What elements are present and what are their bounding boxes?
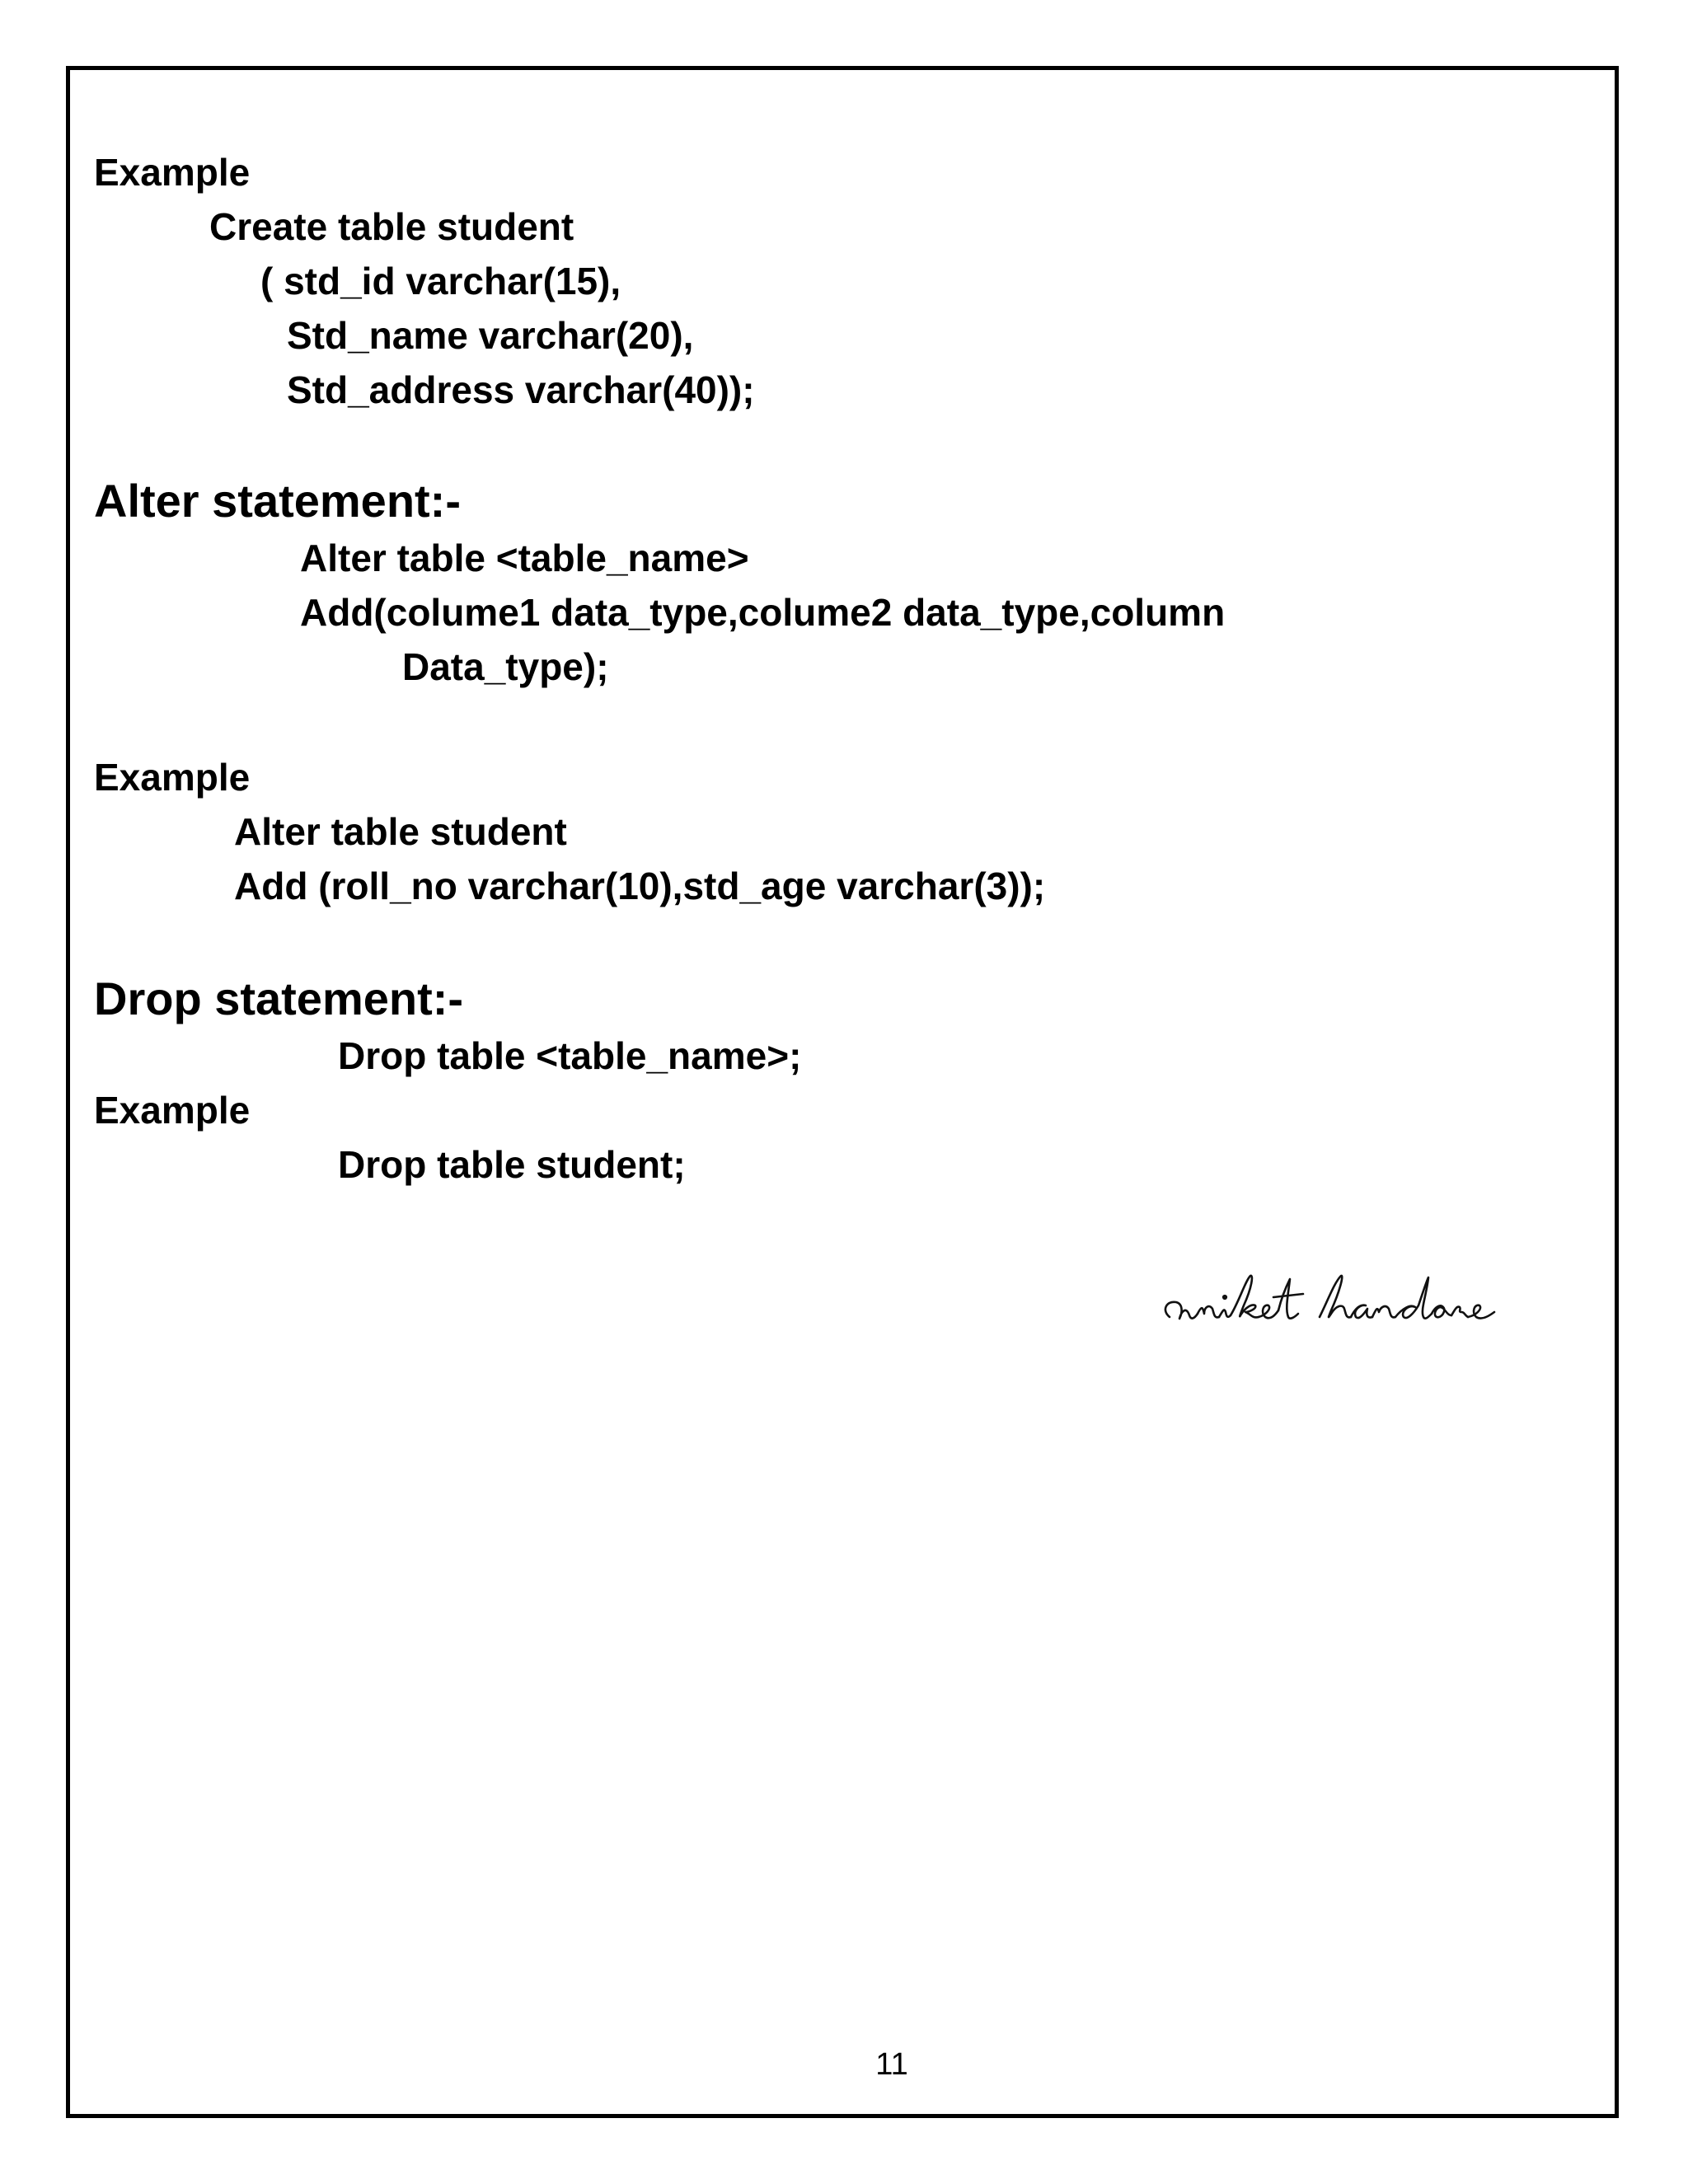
code-line: ( std_id varchar(15),: [260, 260, 621, 302]
code-line: Create table student: [209, 205, 574, 248]
example-label: Example: [94, 1089, 251, 1132]
code-line: Std_name varchar(20),: [287, 314, 694, 357]
drop-statement-heading: Drop statement:-: [94, 972, 464, 1024]
syntax-line: Add(colume1 data_type,colume2 data_type,column: [300, 591, 1226, 634]
page-number: 11: [875, 2047, 908, 2082]
syntax-line: Drop table <table_name>;: [338, 1034, 802, 1077]
code-line: Add (roll_no varchar(10),std_age varchar(3));: [234, 865, 1046, 907]
alter-statement-heading: Alter statement:-: [94, 475, 461, 527]
example-label: Example: [94, 756, 251, 799]
syntax-line: Alter table <table_name>: [300, 537, 749, 579]
example-label: Example: [94, 151, 251, 194]
signature-image: [1158, 1269, 1504, 1343]
code-line: Drop table student;: [338, 1143, 686, 1186]
code-line: Alter table student: [234, 810, 567, 853]
syntax-line: Data_type);: [402, 645, 609, 688]
code-line: Std_address varchar(40));: [287, 368, 755, 411]
